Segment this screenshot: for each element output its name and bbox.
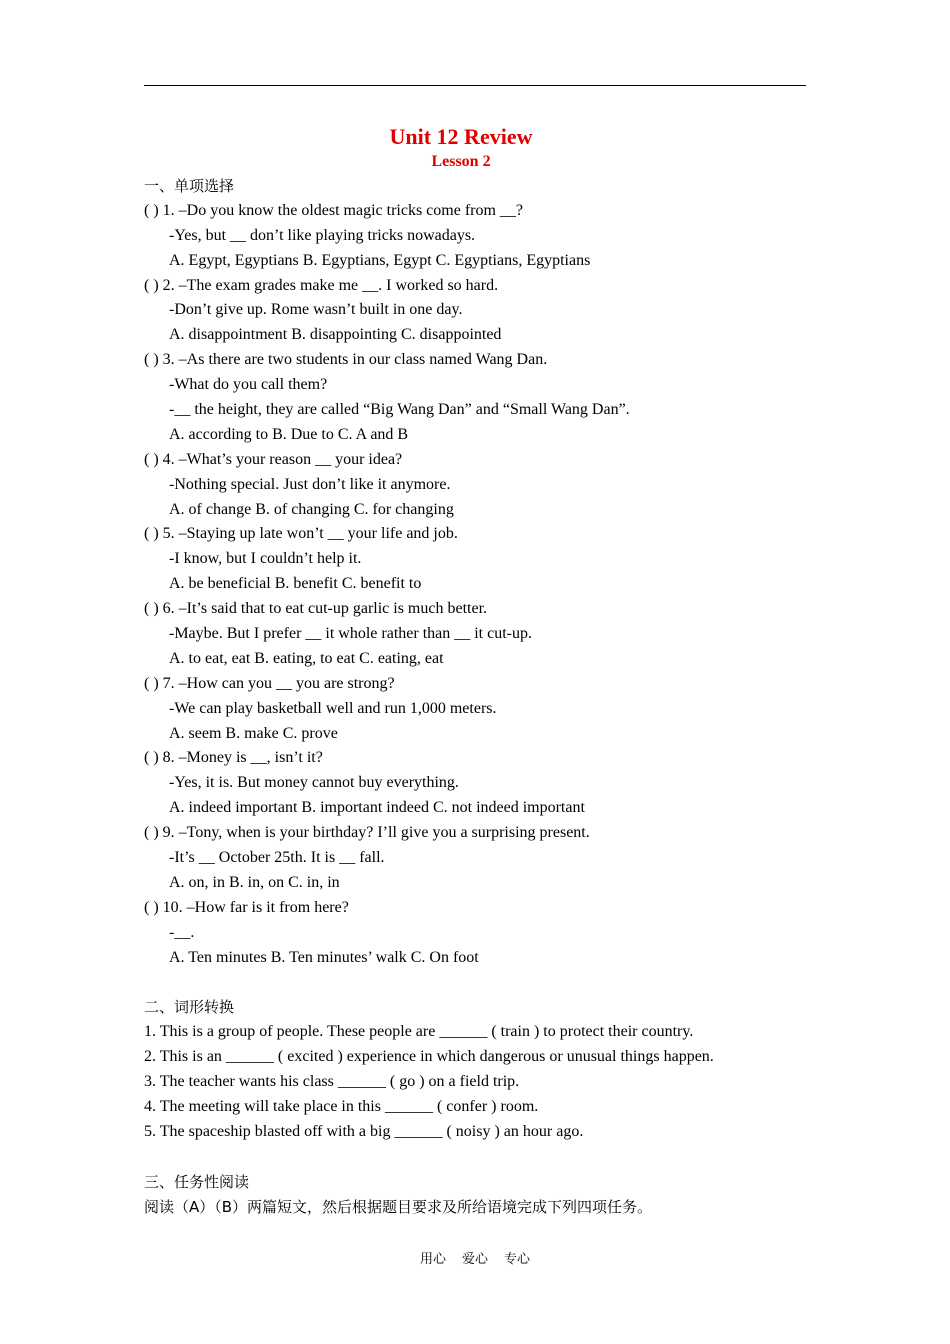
question-line: -I know, but I couldn’t help it. (169, 550, 362, 568)
question-line: -Don’t give up. Rome wasn’t built in one day. (169, 301, 463, 319)
question-stem: ( ) 8. –Money is __, isn’t it? (144, 749, 323, 767)
section3-instruction: 阅读（A）（B）两篇短文，然后根据题目要求及所给语境完成下列四项任务。 (144, 1197, 653, 1216)
question-stem: ( ) 7. –How can you __ you are strong? (144, 674, 395, 692)
spacer (144, 971, 824, 996)
section2-heading: 二、词形转换 (144, 998, 235, 1017)
word-form-item: 4. The meeting will take place in this ______ ( confer ) room. (144, 1097, 539, 1115)
question-options: A. Egypt, Egyptians B. Egyptians, Egypt C. Egyptians, Egyptians (169, 251, 591, 269)
question-stem: ( ) 9. –Tony, when is your birthday? I’ll give you a surprising present. (144, 824, 590, 842)
question-options: A. to eat, eat B. eating, to eat C. eating, eat (169, 649, 444, 667)
question-line: -__. (169, 923, 195, 941)
question-line: -We can play basketball well and run 1,000 meters. (169, 699, 497, 717)
word-form-item: 3. The teacher wants his class ______ ( go ) on a field trip. (144, 1073, 520, 1091)
word-form-item: 5. The spaceship blasted off with a big ______ ( noisy ) an hour ago. (144, 1122, 584, 1140)
question-stem: ( ) 10. –How far is it from here? (144, 898, 349, 916)
question-9 (144, 821, 824, 896)
section1-heading: 一、单项选择 (144, 177, 235, 195)
footer-text: 爱心 (461, 1252, 488, 1267)
question-line: -What do you call them? (169, 376, 328, 394)
question-options: A. of change B. of changing C. for changing (169, 500, 454, 518)
footer-text: 用心 (419, 1252, 446, 1267)
word-form-item: 2. This is an ______ ( excited ) experience in which dangerous or unusual things happen. (144, 1048, 714, 1066)
question-line: -Maybe. But I prefer __ it whole rather than __ it cut-up. (169, 625, 532, 643)
question-3 (144, 348, 824, 448)
section3-heading: 三、任务性阅读 (144, 1172, 250, 1191)
question-line: -Nothing special. Just don’t like it anymore. (169, 475, 451, 493)
header-rule (144, 85, 806, 86)
question-stem: ( ) 6. –It’s said that to eat cut-up garlic is much better. (144, 600, 488, 618)
question-4 (144, 448, 824, 523)
question-stem: ( ) 5. –Staying up late won’t __ your life and job. (144, 525, 458, 543)
question-line: -Yes, it is. But money cannot buy everything. (169, 774, 459, 792)
question-1 (144, 199, 824, 274)
question-options: A. be beneficial B. benefit C. benefit to (169, 575, 422, 593)
question-options: A. on, in B. in, on C. in, in (169, 873, 340, 891)
question-options: A. Ten minutes B. Ten minutes’ walk C. On foot (169, 948, 479, 966)
question-10 (144, 896, 824, 971)
question-line: -It’s __ October 25th. It is __ fall. (169, 849, 385, 867)
question-stem: ( ) 4. –What’s your reason __ your idea? (144, 450, 403, 468)
question-8 (144, 746, 824, 821)
question-stem: ( ) 3. –As there are two students in our class named Wang Dan. (144, 351, 548, 369)
word-form-item: 1. This is a group of people. These people are ______ ( train ) to protect their country. (144, 1023, 694, 1041)
question-options: A. seem B. make C. prove (169, 724, 338, 742)
page-footer (0, 1248, 950, 1267)
question-5 (144, 522, 824, 597)
question-options: A. indeed important B. important indeed C. not indeed important (169, 799, 585, 817)
question-options: A. disappointment B. disappointing C. disappointed (169, 326, 502, 344)
question-6 (144, 597, 824, 672)
footer-text: 专心 (504, 1252, 531, 1267)
spacer (144, 1145, 824, 1170)
page-title: Unit 12 Review (389, 124, 533, 149)
question-line: -Yes, but __ don’t like playing tricks nowadays. (169, 226, 476, 244)
question-stem: ( ) 2. –The exam grades make me __. I worked so hard. (144, 276, 499, 294)
question-stem: ( ) 1. –Do you know the oldest magic tricks come from __? (144, 201, 524, 219)
question-7 (144, 672, 824, 747)
document-body (144, 174, 824, 1219)
question-line: -__ the height, they are called “Big Wang Dan” and “Small Wang Dan”. (169, 401, 630, 419)
page-subtitle: Lesson 2 (431, 153, 491, 170)
question-2 (144, 274, 824, 349)
question-options: A. according to B. Due to C. A and B (169, 425, 409, 443)
